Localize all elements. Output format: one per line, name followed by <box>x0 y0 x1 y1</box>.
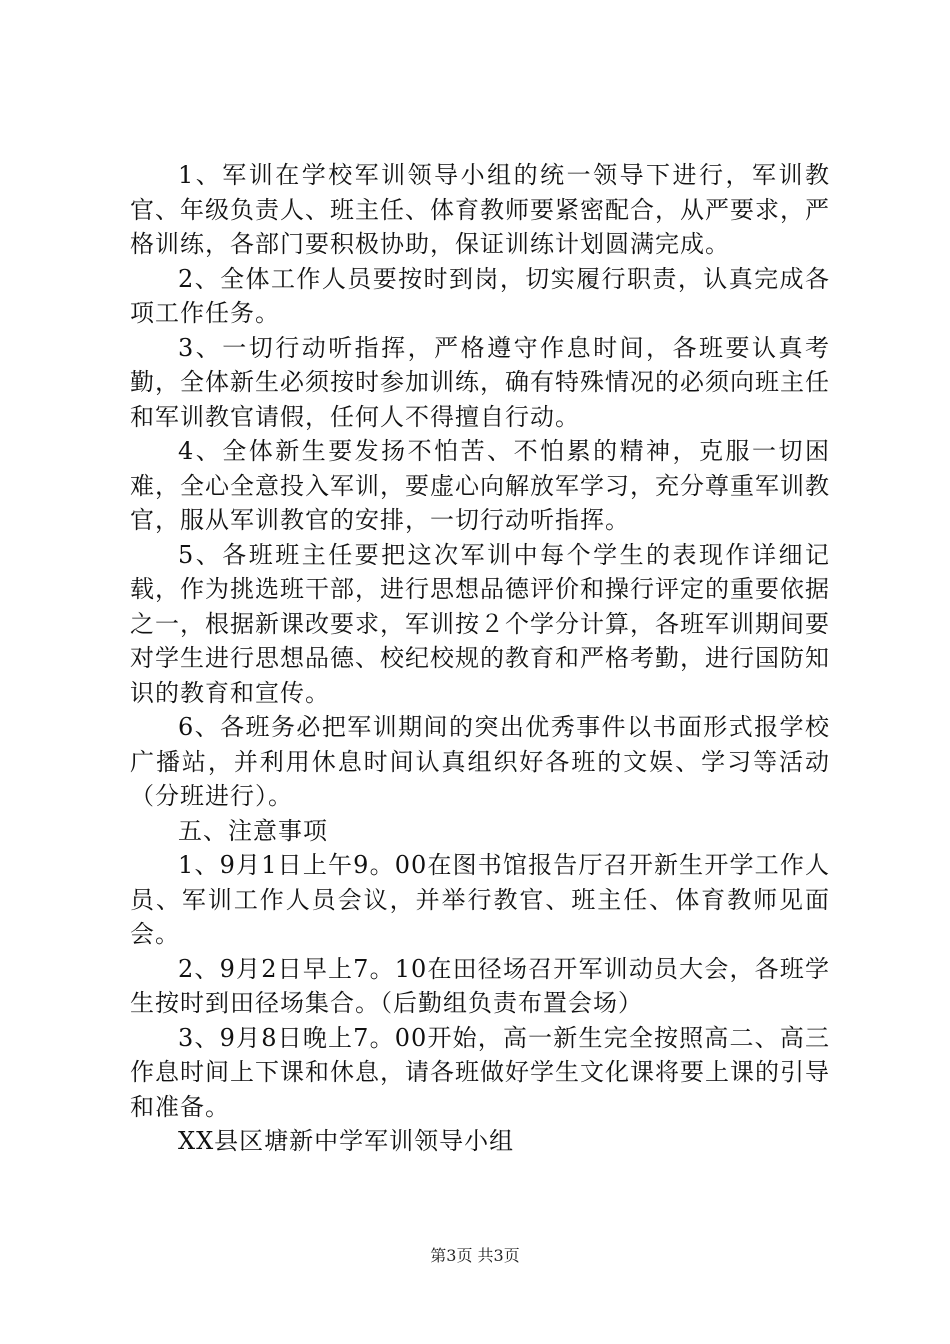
section-heading: 五、注意事项 <box>178 816 328 845</box>
paragraph-rule-5: 5、各班班主任要把这次军训中每个学生的表现作详细记载，作为挑选班干部，进行思想品德评价和操行评定的重要依据之一，根据新课改要求，军训按２个学分计算，各班军训期间要对学生进行思想品德、校纪校规的教育和严格考勤，进行国防知识的教育和宣传。 <box>130 540 830 707</box>
notice-item-1: 1、9月1日上午9。00在图书馆报告厅召开新生开学工作人员、军训工作人员会议，并举行教官、班主任、体育教师见面会。 <box>130 851 830 948</box>
signature-line: XX县区塘新中学军训领导小组 <box>178 1127 515 1155</box>
paragraph-rule-3: 3、一切行动听指挥，严格遵守作息时间，各班要认真考勤，全体新生必须按时参加训练，确有特殊情况的必须向班主任和军训教官请假，任何人不得擅自行动。 <box>130 333 830 431</box>
notice-item-2: 2、9月2日早上7。10在田径场召开军训动员大会，各班学生按时到田径场集合。（后勤组负责布置会场） <box>130 954 830 1017</box>
page-number: 第3页 共3页 <box>430 1246 520 1265</box>
paragraph-rule-6: 6、各班务必把军训期间的突出优秀事件以书面形式报学校广播站，并利用休息时间认真组织好各班的文娱、学习等活动（分班进行）。 <box>130 713 830 810</box>
paragraph-rule-1: 1、军训在学校军训领导小组的统一领导下进行，军训教官、年级负责人、班主任、体育教师要紧密配合，从严要求，严格训练，各部门要积极协助，保证训练计划圆满完成。 <box>130 161 830 258</box>
paragraph-rule-4: 4、全体新生要发扬不怕苦、不怕累的精神，克服一切困难，全心全意投入军训，要虚心向解放军学习，充分尊重军训教官，服从军训教官的安排，一切行动听指挥。 <box>130 437 830 534</box>
notice-item-3: 3、9月8日晚上7。00开始，高一新生完全按照高二、高三作息时间上下课和休息，请各班做好学生文化课将要上课的引导和准备。 <box>130 1023 830 1121</box>
document-body <box>130 158 830 1159</box>
paragraph-rule-2: 2、全体工作人员要按时到岗，切实履行职责，认真完成各项工作任务。 <box>130 264 830 327</box>
